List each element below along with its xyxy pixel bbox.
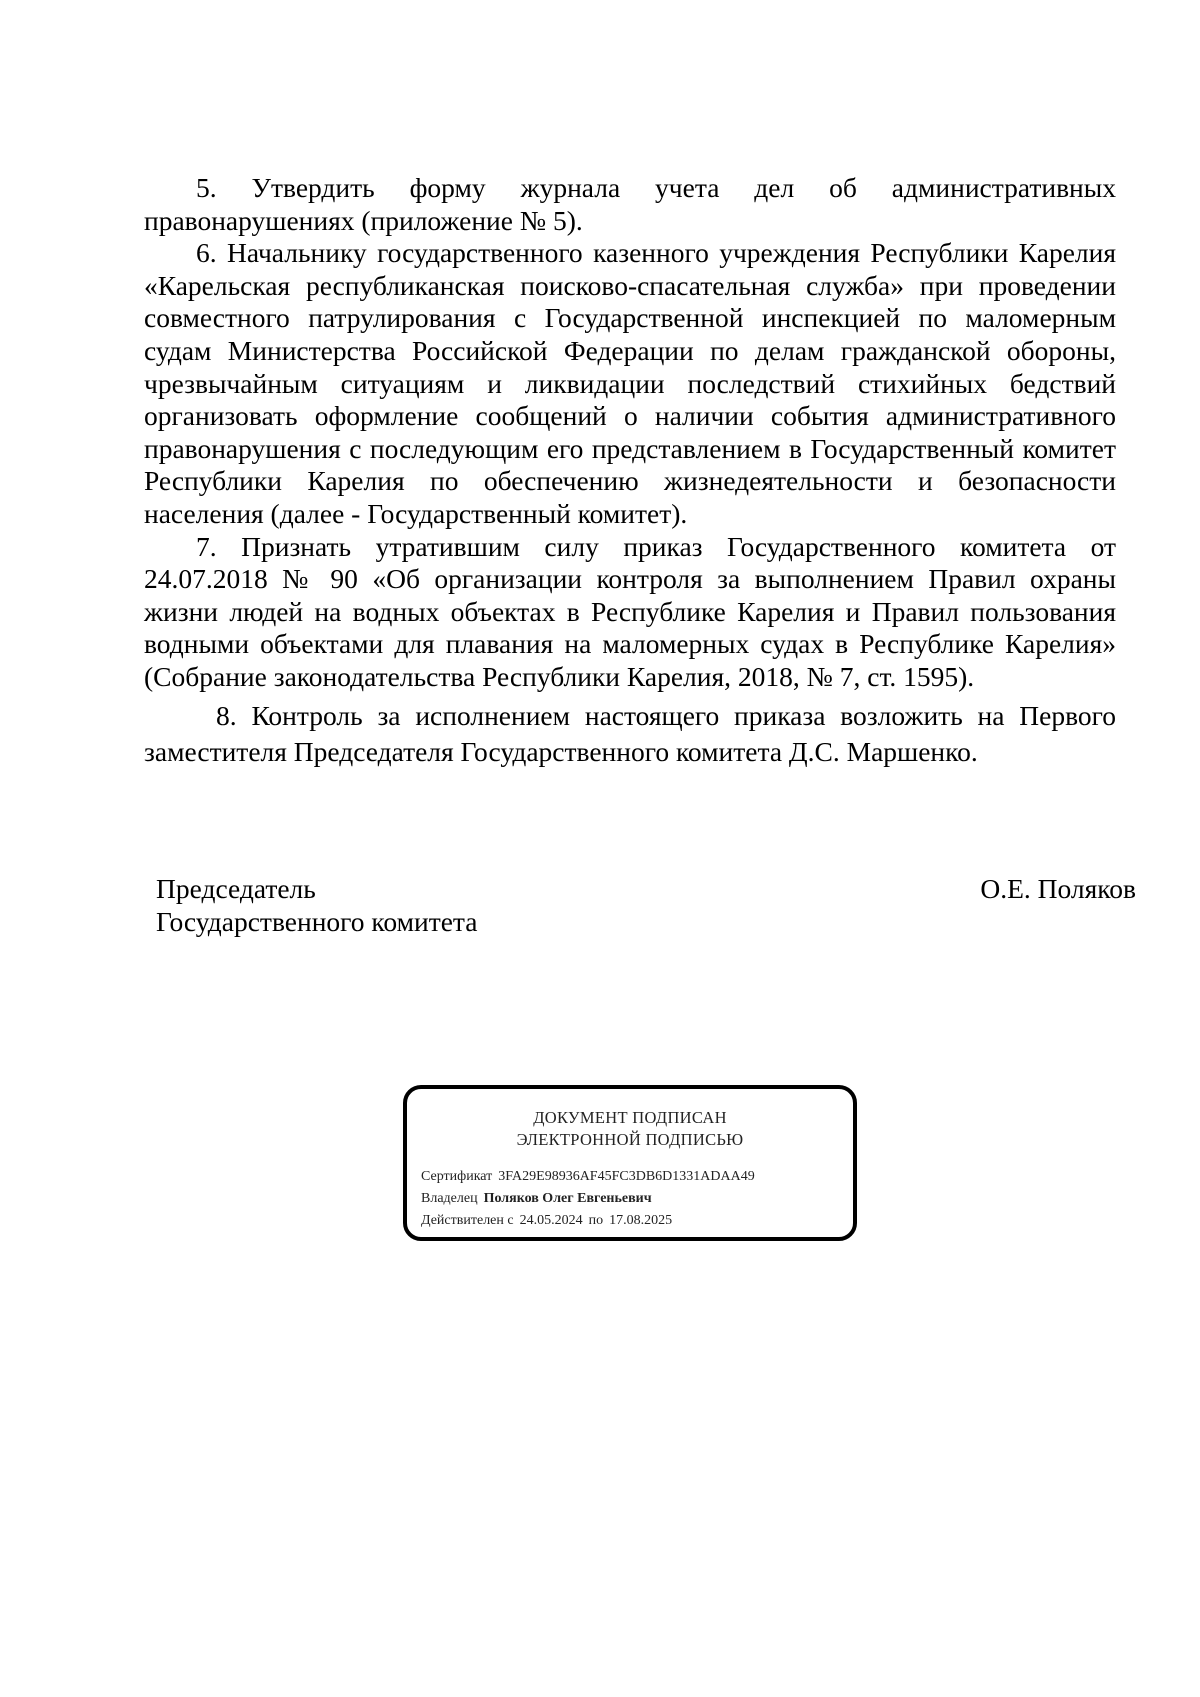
- stamp-title: [407, 1107, 853, 1151]
- order-body: [144, 172, 1116, 770]
- paragraph-5: 5. Утвердить форму журнала учета дел об административных правонарушениях (приложение № 5).: [144, 172, 1116, 236]
- electronic-signature-stamp: [403, 1085, 857, 1241]
- stamp-title-line-2: ЭЛЕКТРОННОЙ ПОДПИСЬЮ: [516, 1130, 744, 1149]
- stamp-title-line-1: ДОКУМЕНТ ПОДПИСАН: [533, 1108, 727, 1127]
- position-line-1: Председатель: [156, 873, 316, 904]
- stamp-details: [421, 1166, 843, 1232]
- owner-label: Владелец: [421, 1191, 478, 1206]
- paragraph-6: 6. Начальнику государственного казенного учреждения Республики Карелия «Карельская республиканская поисково-спасательная служба» при проведении совместного патрулирования с Государственной инспекцией по маломерным судам Министерства Российской Федерации по делам гражданской обороны, чрезвычайным ситуациям и ликвидации последствий стихийных бедствий организовать оформление сообщений о наличии события административного правонарушения с последующим его представлением в Государственный комитет Республики Карелия по обеспечению жизнедеятельности и безопасности населения (далее - Государственный комитет).: [144, 237, 1116, 529]
- signatory-name: О.Е. Поляков: [980, 873, 1136, 904]
- signature-block: [156, 872, 1136, 942]
- valid-to: 17.08.2025: [609, 1213, 673, 1228]
- valid-label: Действителен с: [421, 1213, 514, 1228]
- certificate-row: [421, 1166, 843, 1188]
- valid-to-label: по: [588, 1213, 604, 1228]
- owner-row: [421, 1188, 843, 1210]
- validity-row: [421, 1210, 843, 1232]
- certificate-label: Сертификат: [421, 1169, 493, 1184]
- position-line-2: Государственного комитета: [156, 906, 478, 937]
- owner-value: Поляков Олег Евгеньевич: [483, 1191, 652, 1206]
- valid-from: 24.05.2024: [519, 1213, 583, 1228]
- paragraph-7: 7. Признать утратившим силу приказ Государственного комитета от 24.07.2018 № 90 «Об организации контроля за выполнением Правил охраны жизни людей на водных объектах в Республике Карелия и Правил пользования водными объектами для плавания на маломерных судах в Республике Карелия» (Собрание законодательства Республики Карелия, 2018, № 7, ст. 1595).: [144, 530, 1116, 692]
- certificate-value: 3FA29E98936AF45FC3DB6D1331ADAA49: [498, 1169, 755, 1184]
- signatory-position: [156, 872, 477, 938]
- paragraph-8: 8. Контроль за исполнением настоящего приказа возложить на Первого заместителя Председателя Государственного комитета Д.С. Маршенко.: [144, 699, 1116, 767]
